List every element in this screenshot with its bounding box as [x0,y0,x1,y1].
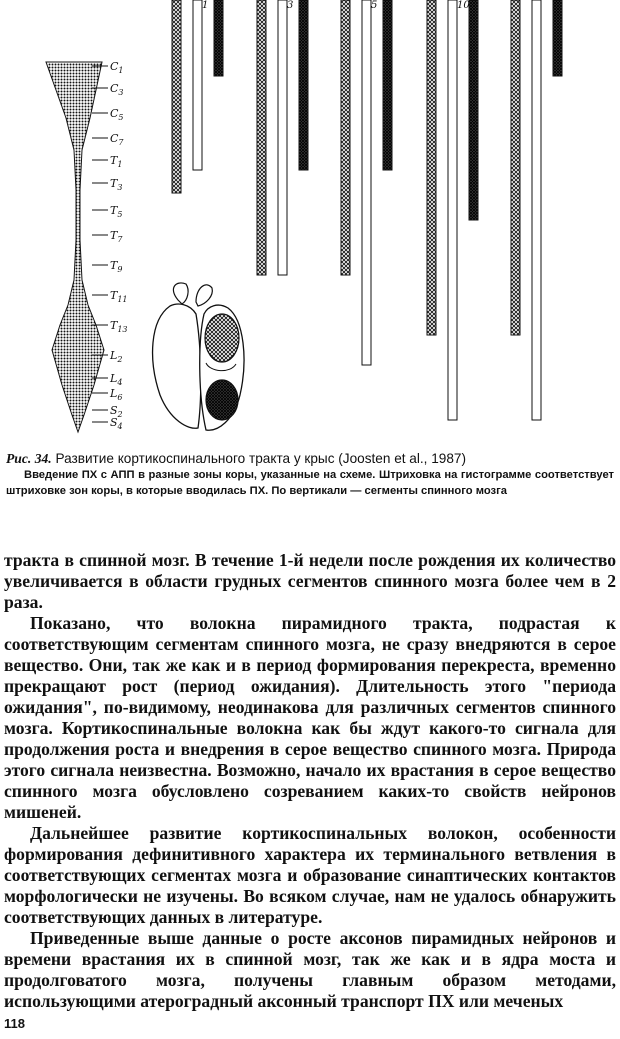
bar-dark [214,0,223,76]
segment-label: $L_4$ [110,372,123,387]
bar-white [193,0,202,170]
bar-dense [427,0,436,335]
bar-dark [553,0,562,76]
bar-dark [299,0,308,170]
segment-label: $S_2$ [110,404,123,419]
bar-white [362,0,371,365]
caption-body: Введение ПХ с АПП в разные зоны коры, указанные на схеме. Штриховка на гистограмме соответствует штриховке зон коры, в которые вводилась ПХ. По вертикали — сегменты спинного мозга [6,469,614,497]
segment-label: $T_{13}$ [110,319,128,334]
segment-label: $T_9$ [110,259,123,274]
page-number: 118 [4,1016,25,1031]
paragraph: Показано, что волокна пирамидного тракта, подрастая к соответствующим сегментам спинного мозга, не сразу внедряются в серое вещество. Они, так же как и в период формирования перекреста, временно прекращают рост (период ожидания). Длительность этого "периода ожидания", по-видимому, неодинакова для различных сегментов спинного мозга. Кортикоспинальные волокна как бы ждут какого-то сигнала для продолжения роста и внедрения в серое вещество спинного мозга. Природа этого сигнала неизвестна. Возможно, начало их врастания в серое вещество спинного мозга обусловлено созреванием каких-то свойств нейронов мишеней. [4,613,616,822]
segment-ticks [92,60,128,431]
bar-white [278,0,287,275]
segment-label: $C_1$ [110,60,124,75]
segment-label: $L_6$ [110,387,123,402]
bar-dense [257,0,266,275]
segment-label: $C_3$ [110,82,124,97]
body-text [4,550,616,1012]
figure-label: Рис. 34. [6,451,52,466]
segment-label: $T_7$ [110,229,123,244]
figure-34 [0,0,620,445]
bar-dark [383,0,392,170]
day-label: 1 [202,0,209,11]
spinal-cord-shape [46,62,104,432]
bar-dark [469,0,478,220]
bar-dense [511,0,520,335]
segment-label: $S_4$ [110,416,123,431]
day-label: 5 [371,0,378,11]
bar-white [448,0,457,420]
segment-label: $C_5$ [110,107,124,122]
caption-title: Развитие кортикоспинального тракта у крыс (Joosten et al., 1987) [55,451,466,466]
paragraph: Приведенные выше данные о росте аксонов пирамидных нейронов и времени врастания их в спинной мозг, так же как и в ядра моста и продолговатого мозга, получены главным образом методами, использующими атероградный аксонный транспорт ПХ или меченых [4,928,616,1011]
figure-caption [6,450,614,499]
segment-label: $L_2$ [110,349,123,364]
segment-label: $T_{11}$ [110,289,128,304]
bar-white [532,0,541,420]
bar-dense [172,0,181,193]
paragraph: тракта в спинной мозг. В течение 1-й недели после рождения их количество увеличивается в области грудных сегментов спинного мозга более чем в 2 раза. [4,550,616,612]
paragraph: Дальнейшее развитие кортикоспинальных волокон, особенности формирования дефинитивного характера их терминального ветвления в соответствующих сегментах мозга и образование синаптических контактов морфологически не изучены. Во всяком случае, нам не удалось обнаружить соответствующих данных в литературе. [4,823,616,927]
bar-dense [341,0,350,275]
segment-label: $T_1$ [110,154,123,169]
day-label: 3 [287,0,294,11]
segment-label: $T_3$ [110,177,123,192]
segment-label: $T_5$ [110,204,123,219]
day-label: 10 [457,0,470,11]
brain-diagram [153,283,244,430]
segment-label: $C_7$ [110,132,124,147]
